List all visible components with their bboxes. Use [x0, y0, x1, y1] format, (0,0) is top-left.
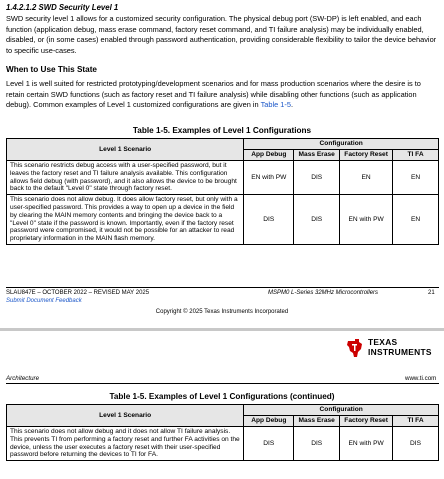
table-title-continued: Table 1-5. Examples of Level 1 Configurations (continued)	[109, 392, 335, 401]
value-cell: EN	[393, 195, 439, 245]
col-ti-fa: TI FA	[393, 416, 439, 427]
header-website: www.ti.com	[405, 375, 437, 382]
table-header-row	[7, 139, 439, 150]
header-architecture: Architecture	[6, 375, 40, 382]
scenario-cell: This scenario does not allow debug. It does allow factory reset, but only with a user-specified password. This provides a way to open up a device in the field by clearing the MAIN memory contents and bringing the device back to a "Level 0" state if the password is known. Importantly, even if the factory reset password were compromised, it would not be possible for an attacker to read proprietary information in the MAIN flash memory.	[7, 195, 244, 245]
value-cell: EN with PW	[340, 195, 393, 245]
subheading-when-to-use: When to Use This State	[6, 65, 97, 74]
usage-text: Level 1 is well suited for restricted prototyping/development scenarios and for mass production scenarios where the desire is to retain certain SWD functions (such as factory reset and TI failure analysis) while disabling other functions (such as application debug). Common examples of Level 1 customized configurations are given in	[6, 79, 421, 110]
ti-logo-icon	[346, 338, 364, 358]
configuration-header: Configuration	[244, 139, 439, 150]
doc-id: SLAU847E – OCTOBER 2022 – REVISED MAY 2025	[6, 290, 150, 296]
col-app-debug: App Debug	[244, 416, 294, 427]
col-factory-reset: Factory Reset	[340, 416, 393, 427]
value-cell: EN with PW	[340, 427, 393, 461]
logo-line-2: INSTRUMENTS	[368, 347, 432, 357]
table-row	[7, 195, 439, 245]
col-mass-erase: Mass Erase	[294, 150, 340, 161]
value-cell: EN	[393, 161, 439, 195]
value-cell: EN with PW	[244, 161, 294, 195]
configuration-header: Configuration	[244, 405, 439, 416]
scenario-header: Level 1 Scenario	[7, 139, 244, 161]
col-factory-reset: Factory Reset	[340, 150, 393, 161]
value-cell: DIS	[393, 427, 439, 461]
value-cell: DIS	[294, 161, 340, 195]
document-page-2	[0, 331, 444, 479]
footer-rule	[6, 287, 439, 288]
config-table-continued	[6, 404, 439, 461]
value-cell: DIS	[244, 195, 294, 245]
table-header-row	[7, 405, 439, 416]
scenario-header: Level 1 Scenario	[7, 405, 244, 427]
submit-feedback-link[interactable]: Submit Document Feedback	[6, 298, 82, 304]
logo-line-1: TEXAS	[368, 337, 398, 347]
product-name: MSPM0 L-Series 32MHz Microcontrollers	[268, 290, 379, 296]
usage-text-end: .	[290, 100, 294, 110]
value-cell: EN	[340, 161, 393, 195]
value-cell: DIS	[294, 195, 340, 245]
value-cell: DIS	[244, 427, 294, 461]
table-1-5-link[interactable]: Table 1-5	[260, 100, 291, 110]
value-cell: DIS	[294, 427, 340, 461]
section-title: 1.4.2.1.2 SWD Security Level 1	[6, 3, 119, 12]
usage-paragraph	[6, 79, 439, 111]
header-rule	[6, 383, 439, 384]
copyright: Copyright © 2025 Texas Instruments Incorporated	[155, 309, 289, 315]
intro-paragraph: SWD security level 1 allows for a customized security configuration. The physical debug port (SW-DP) is left enabled, and each function (application debug, mass erase command, factory reset command, and TI failure analysis) may be individually enabled, disabled, or (in some cases) enabled through password authentication, providing considerable flexibility to tailor the device behavior to specific use-cases.	[6, 14, 437, 55]
page-number: 21	[428, 290, 435, 296]
table-row	[7, 161, 439, 195]
ti-logo-wordmark	[368, 337, 432, 357]
scenario-cell: This scenario does not allow debug and it does not allow TI failure analysis. This prevents TI from performing a factory reset and further FA activities on the device, unless the user executes a factory reset with their user-specified password before returning the devices to TI for FA.	[7, 427, 244, 461]
col-mass-erase: Mass Erase	[294, 416, 340, 427]
col-ti-fa: TI FA	[393, 150, 439, 161]
config-table	[6, 138, 439, 245]
scenario-cell: This scenario restricts debug access with a user-specified password, but it leaves the factory reset and TI failure analysis available. This configuration allows field debug (with password), and it also allows the device to be brought back to the default "Level 0" state through factory reset.	[7, 161, 244, 195]
col-app-debug: App Debug	[244, 150, 294, 161]
table-title: Table 1-5. Examples of Level 1 Configurations	[132, 126, 312, 135]
ti-logo	[346, 337, 438, 359]
table-row	[7, 427, 439, 461]
